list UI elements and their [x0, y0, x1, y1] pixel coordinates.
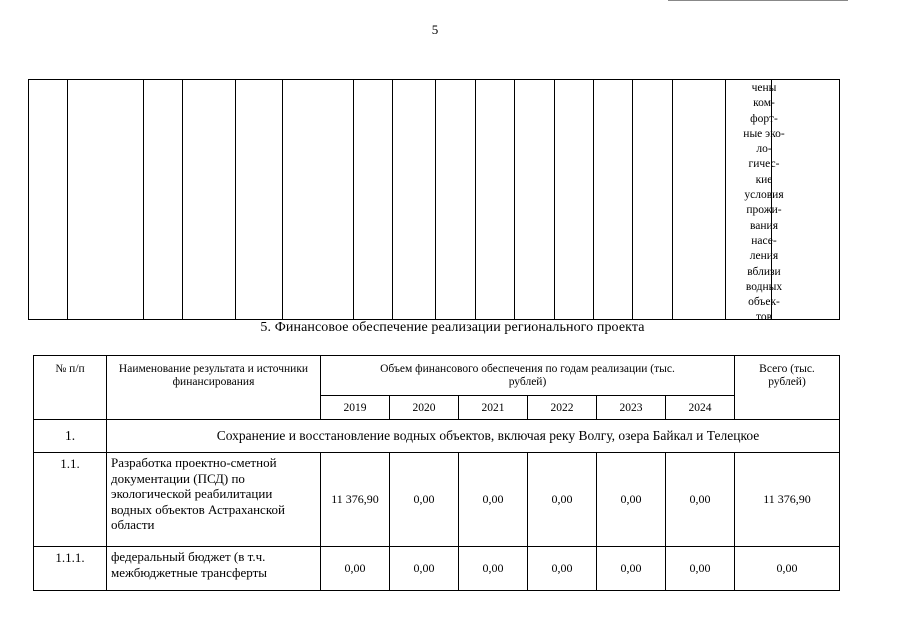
text-line: прожи- — [746, 204, 782, 217]
column-line — [28, 79, 29, 320]
text-line: ления — [749, 250, 779, 263]
header-name: Наименование результата и источники финансирования — [107, 356, 321, 420]
row-value: 11 376,90 — [321, 453, 390, 547]
continuation-cell-text — [728, 81, 800, 326]
header-num: № п/п — [34, 356, 107, 420]
row-value: 0,00 — [390, 547, 459, 591]
row-value: 0,00 — [666, 453, 735, 547]
column-line — [672, 79, 673, 320]
column-line — [839, 79, 840, 320]
text-line: ком- — [753, 97, 775, 110]
column-line — [182, 79, 183, 320]
page-number: 5 — [431, 22, 439, 37]
row-total: 0,00 — [735, 547, 840, 591]
table-header-row — [34, 356, 840, 396]
continuation-table — [28, 79, 840, 324]
text-line: кие — [755, 173, 773, 186]
header-year: 2020 — [390, 396, 459, 420]
row-value: 0,00 — [459, 547, 528, 591]
header-year: 2024 — [666, 396, 735, 420]
row-name: федеральный бюджет (в т.ч. межбюджетные трансферты — [107, 547, 321, 591]
text-line: чены — [751, 82, 777, 94]
text-line: объек- — [748, 296, 780, 309]
text-line: вания — [750, 219, 778, 232]
column-line — [235, 79, 236, 320]
row-num: 1.1.1. — [34, 547, 107, 591]
row-name: Разработка проектно-сметной документации (ПСД) по экологической реабилитации водных объектов Астраханской области — [107, 453, 321, 547]
section-row-title: Сохранение и восстановление водных объектов, включая реку Волгу, озера Байкал и Телецкое — [107, 420, 840, 453]
column-line — [435, 79, 436, 320]
column-line — [514, 79, 515, 320]
column-line — [554, 79, 555, 320]
header-year: 2021 — [459, 396, 528, 420]
column-line — [353, 79, 354, 320]
financing-table — [33, 355, 840, 591]
row-total: 11 376,90 — [735, 453, 840, 547]
row-value: 0,00 — [528, 547, 597, 591]
text-line: ло- — [756, 143, 772, 156]
column-line — [143, 79, 144, 320]
text-line: тов — [755, 311, 773, 324]
text-line: насе- — [751, 234, 777, 247]
column-line — [632, 79, 633, 320]
section-row — [34, 420, 840, 453]
column-line — [475, 79, 476, 320]
header-volume: Объем финансового обеспечения по годам реализации (тыс. рублей) — [321, 356, 735, 396]
table-row — [34, 547, 840, 591]
text-line: форт- — [750, 112, 778, 125]
section-num: 1. — [34, 420, 107, 453]
row-value: 0,00 — [528, 453, 597, 547]
row-value: 0,00 — [666, 547, 735, 591]
column-line — [593, 79, 594, 320]
row-value: 0,00 — [597, 453, 666, 547]
text-line: ные эко- — [743, 127, 785, 140]
table-border-top — [28, 79, 840, 80]
header-year: 2023 — [597, 396, 666, 420]
top-rule — [668, 0, 848, 1]
column-line — [282, 79, 283, 320]
column-line — [725, 79, 726, 320]
row-value: 0,00 — [390, 453, 459, 547]
row-value: 0,00 — [459, 453, 528, 547]
row-num: 1.1. — [34, 453, 107, 547]
text-line: гичес- — [748, 158, 780, 171]
header-year: 2019 — [321, 396, 390, 420]
row-value: 0,00 — [321, 547, 390, 591]
header-year: 2022 — [528, 396, 597, 420]
section-title: 5. Финансовое обеспечение реализации регионального проекта — [260, 320, 645, 335]
text-line: водных — [745, 280, 783, 293]
column-line — [67, 79, 68, 320]
text-line: вблизи — [747, 265, 781, 278]
header-total: Всего (тыс. рублей) — [735, 356, 840, 420]
text-line: условия — [744, 189, 784, 202]
row-value: 0,00 — [597, 547, 666, 591]
column-line — [392, 79, 393, 320]
table-row — [34, 453, 840, 547]
